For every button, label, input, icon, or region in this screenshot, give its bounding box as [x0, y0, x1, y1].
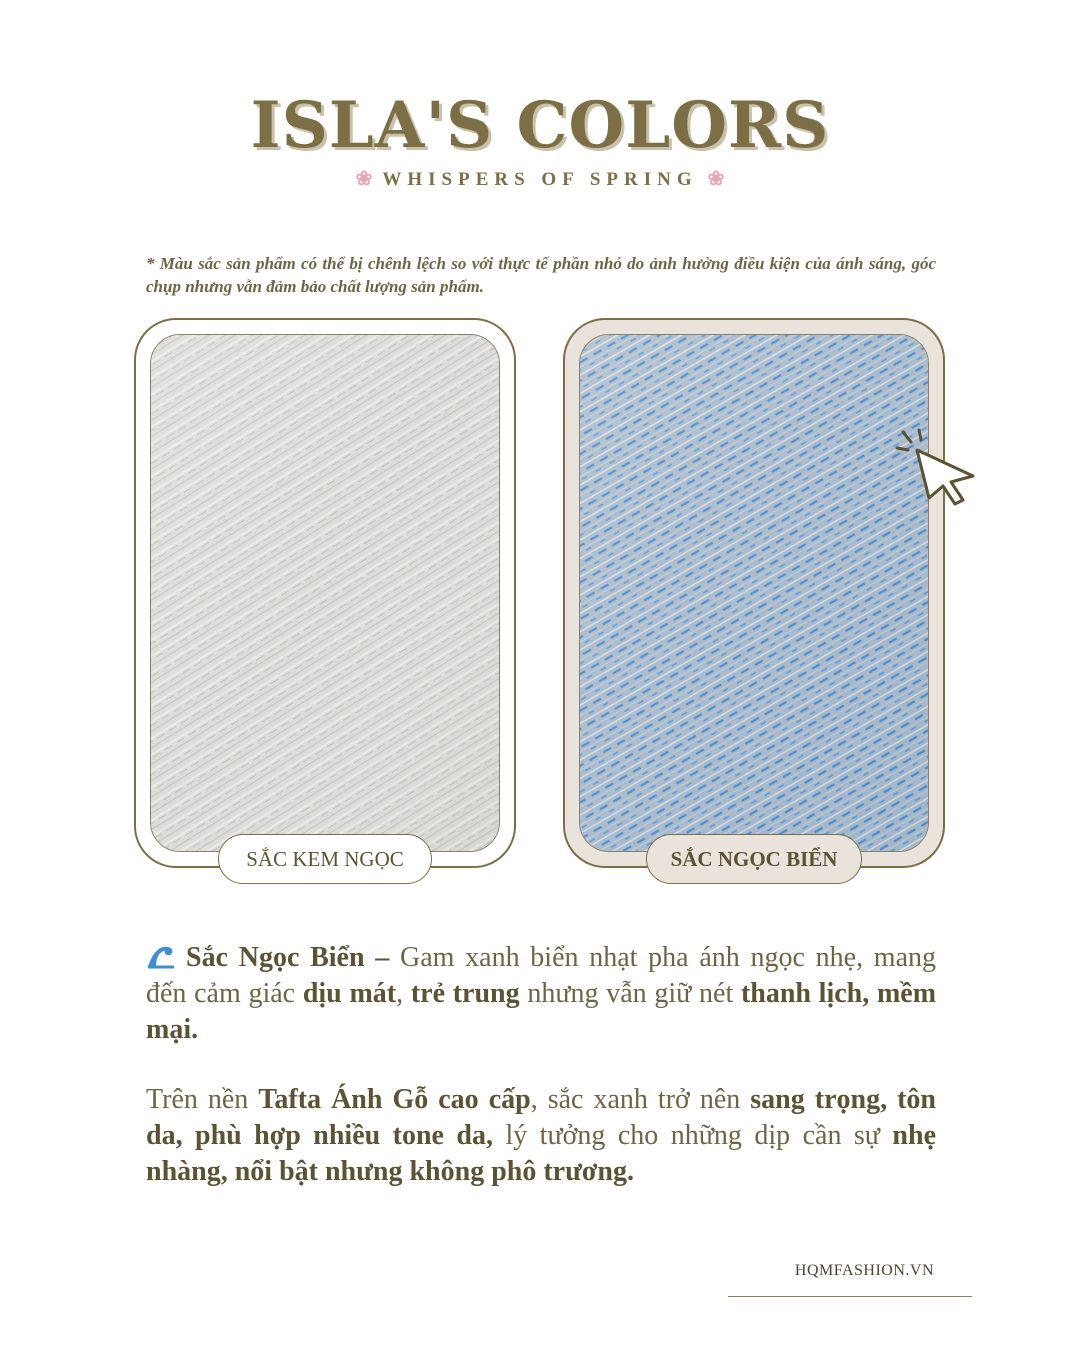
emphasis-text: trẻ trung	[410, 978, 520, 1009]
body-text: Gam xanh biển nhạt pha ánh ngọc nhẹ, mang đến cảm giác	[146, 942, 936, 1009]
description-paragraph-2	[146, 1082, 936, 1190]
footer-divider	[728, 1296, 972, 1297]
body-text: lý tưởng cho những dịp cần sự	[493, 1120, 893, 1151]
blossom-icon: ❀	[707, 168, 725, 190]
fabric-swatch-image	[150, 334, 500, 852]
swatch-label: SẮC NGỌC BIỂN	[646, 834, 862, 884]
page-subtitle	[0, 166, 1080, 191]
emphasis-text: sang trọng, tôn da, phù hợp nhiều tone da,	[146, 1084, 936, 1151]
page-title: ISLA'S COLORS	[250, 88, 830, 163]
color-disclaimer-note: * Màu sắc sản phẩm có thể bị chênh lệch so với thực tế phần nhỏ do ảnh hưởng điều kiện của ánh sáng, góc chụp nhưng vẫn đảm bảo chất lượng sản phẩm.	[146, 254, 936, 296]
body-text: , sắc xanh trở nên	[530, 1084, 751, 1115]
description-paragraph-1	[146, 940, 936, 1048]
subtitle-text: WHISPERS OF SPRING	[382, 169, 698, 190]
fabric-swatch-image	[579, 334, 929, 852]
emphasis-text: Sắc Ngọc Biển –	[186, 942, 390, 973]
swatch-label: SẮC KEM NGỌC	[218, 834, 432, 884]
emphasis-text: nhẹ nhàng, nổi bật nhưng không phô trương.	[146, 1120, 936, 1187]
emphasis-text: dịu mát	[302, 978, 397, 1009]
body-text: ,	[396, 978, 411, 1009]
blossom-icon: ❀	[355, 168, 373, 190]
website-link[interactable]: HQMFASHION.VN	[794, 1262, 934, 1279]
body-text: Trên nền	[146, 1084, 259, 1115]
swatch-card-ngoc-bien[interactable]	[563, 318, 945, 871]
swatch-card-kem-ngoc[interactable]	[134, 318, 516, 871]
wave-icon	[146, 943, 176, 969]
body-text: nhưng vẫn giữ nét	[519, 978, 741, 1009]
pointer-cursor-icon	[895, 428, 985, 508]
emphasis-text: thanh lịch, mềm mại.	[146, 978, 937, 1045]
emphasis-text: Tafta Ánh Gỗ cao cấp	[258, 1084, 531, 1115]
